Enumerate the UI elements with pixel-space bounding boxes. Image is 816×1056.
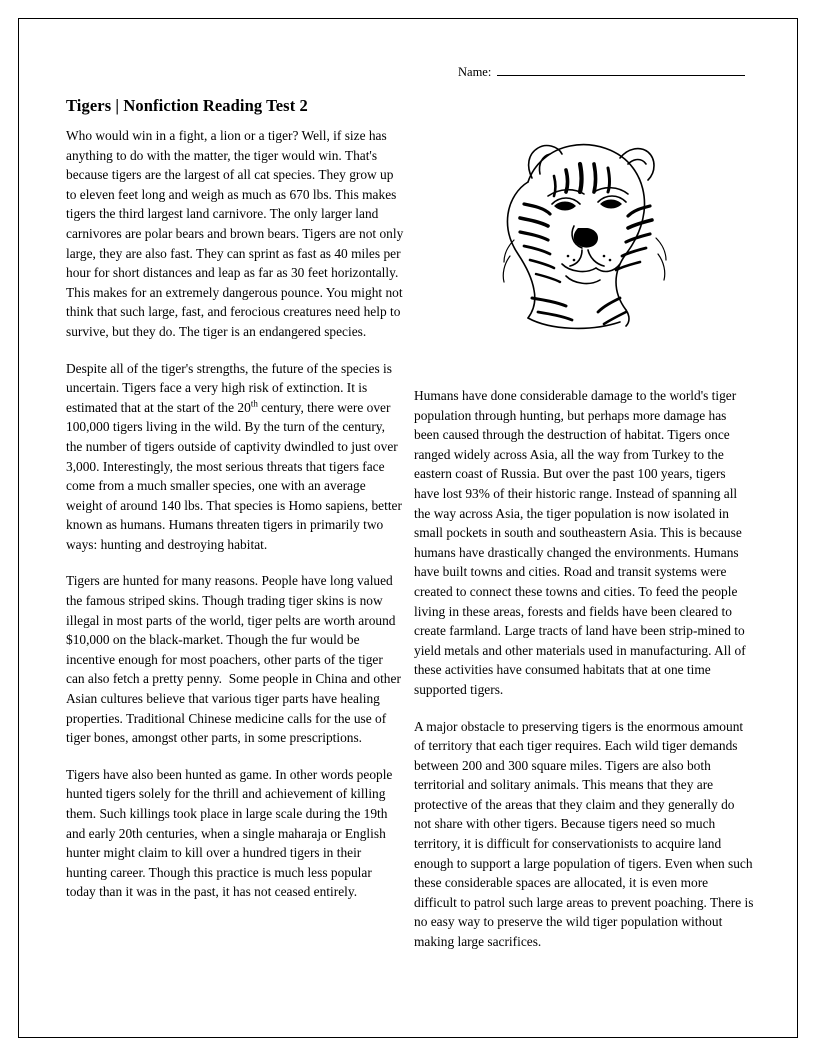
left-text-column — [66, 126, 404, 902]
paragraph: Despite all of the tiger's strengths, the future of the species is uncertain. Tigers face a very high risk of extinction. It is estimated that at the start of the 20th century, there were over 100,000 tigers living in the wild. By the turn of the century, the number of tigers outside of captivity dwindled to just over 3,000. Interestingly, the most serious threats that tigers face come from a much smaller species, one with an average weight of around 140 lbs. That species is Homo sapiens, better known as humans. Humans threaten tigers in primarily two ways: hunting and destroying habitat. — [66, 360, 402, 552]
paragraph: Who would win in a fight, a lion or a tiger? Well, if size has anything to do with the matter, the tiger would win. That's because tigers are the largest of all cat species. They grow up to eleven feet long and weigh as much as 670 lbs. This makes tigers the third largest land carnivore. The only larger land carnivores are polar bears and brown bears. Tigers are not only large, they are also fast. They can sprint as fast as 40 miles per hour for short distances and leap as far as 30 feet horizontally. This makes for an extremely dangerous pounce. You might not think that such large, fast, and ferocious creatures need help to survive, but they do. The tiger is an endangered species. — [66, 128, 404, 339]
paragraph: A major obstacle to preserving tigers is the enormous amount of territory that each tiger requires. Each wild tiger demands between 200 and 300 square miles. Tigers are also both territorial and solitary animals. This means that they are protective of the areas that they claim and they generally do not share with other tigers. Because tigers need so much territory, it is difficult for conservationists to acquire land enough to support a large population of tigers. Even when such these considerable spaces are allocated, it is even more difficult to patrol such large areas to prevent poaching. There is no easy way to preserve the wild tiger population without making large sacrifices. — [414, 718, 754, 950]
tiger-head-icon — [470, 130, 690, 340]
name-input-line[interactable] — [497, 62, 745, 76]
name-field-row — [458, 62, 745, 80]
right-text-column — [414, 386, 754, 952]
paragraph: Tigers are hunted for many reasons. People have long valued the famous striped skins. Though trading tiger skins is now illegal in most parts of the world, tiger pelts are worth around $10,000 on the black-market. Though the fur would be incentive enough for most poachers, other parts of the tiger can also fetch a pretty penny. Some people in China and other Asian cultures believe that various tiger parts have healing properties. Traditional Chinese medicine calls for the use of tiger bones, amongst other parts, in some prescriptions. — [66, 573, 401, 746]
paragraph: Tigers have also been hunted as game. In other words people hunted tigers solely for the thrill and achievement of killing them. Such killings took place in large scale during the 19th and early 20th centuries, when a single maharaja or English hunter might claim to kill over a hundred tigers in their hunting career. Though this practice is much less popular today than it was in the past, it has not ceased entirely. — [66, 766, 393, 900]
page-title: Tigers | Nonfiction Reading Test 2 — [66, 96, 308, 115]
paragraph: Humans have done considerable damage to the world's tiger population through hunting, but perhaps more damage has been caused through the destruction of habitat. Tigers once ranged widely across Asia, all the way from Turkey to the eastern coast of Russia. But over the past 100 years, tigers have lost 93% of their historic range. Instead of spanning all the way across Asia, the tiger population is now isolated in small pockets in south and southeastern Asia. This is because humans have drastically changed the environments. Humans have built towns and cities. Road and transit systems were created to connect these towns and cities. To feed the people living in these areas, forests and fields have been cleared to create farmland. Large tracts of land have been strip-mined to yield metals and other materials used in manufacturing. All of these activities have consumed habitats that at one time supported tigers. — [414, 388, 746, 697]
name-label: Name: — [458, 65, 492, 79]
